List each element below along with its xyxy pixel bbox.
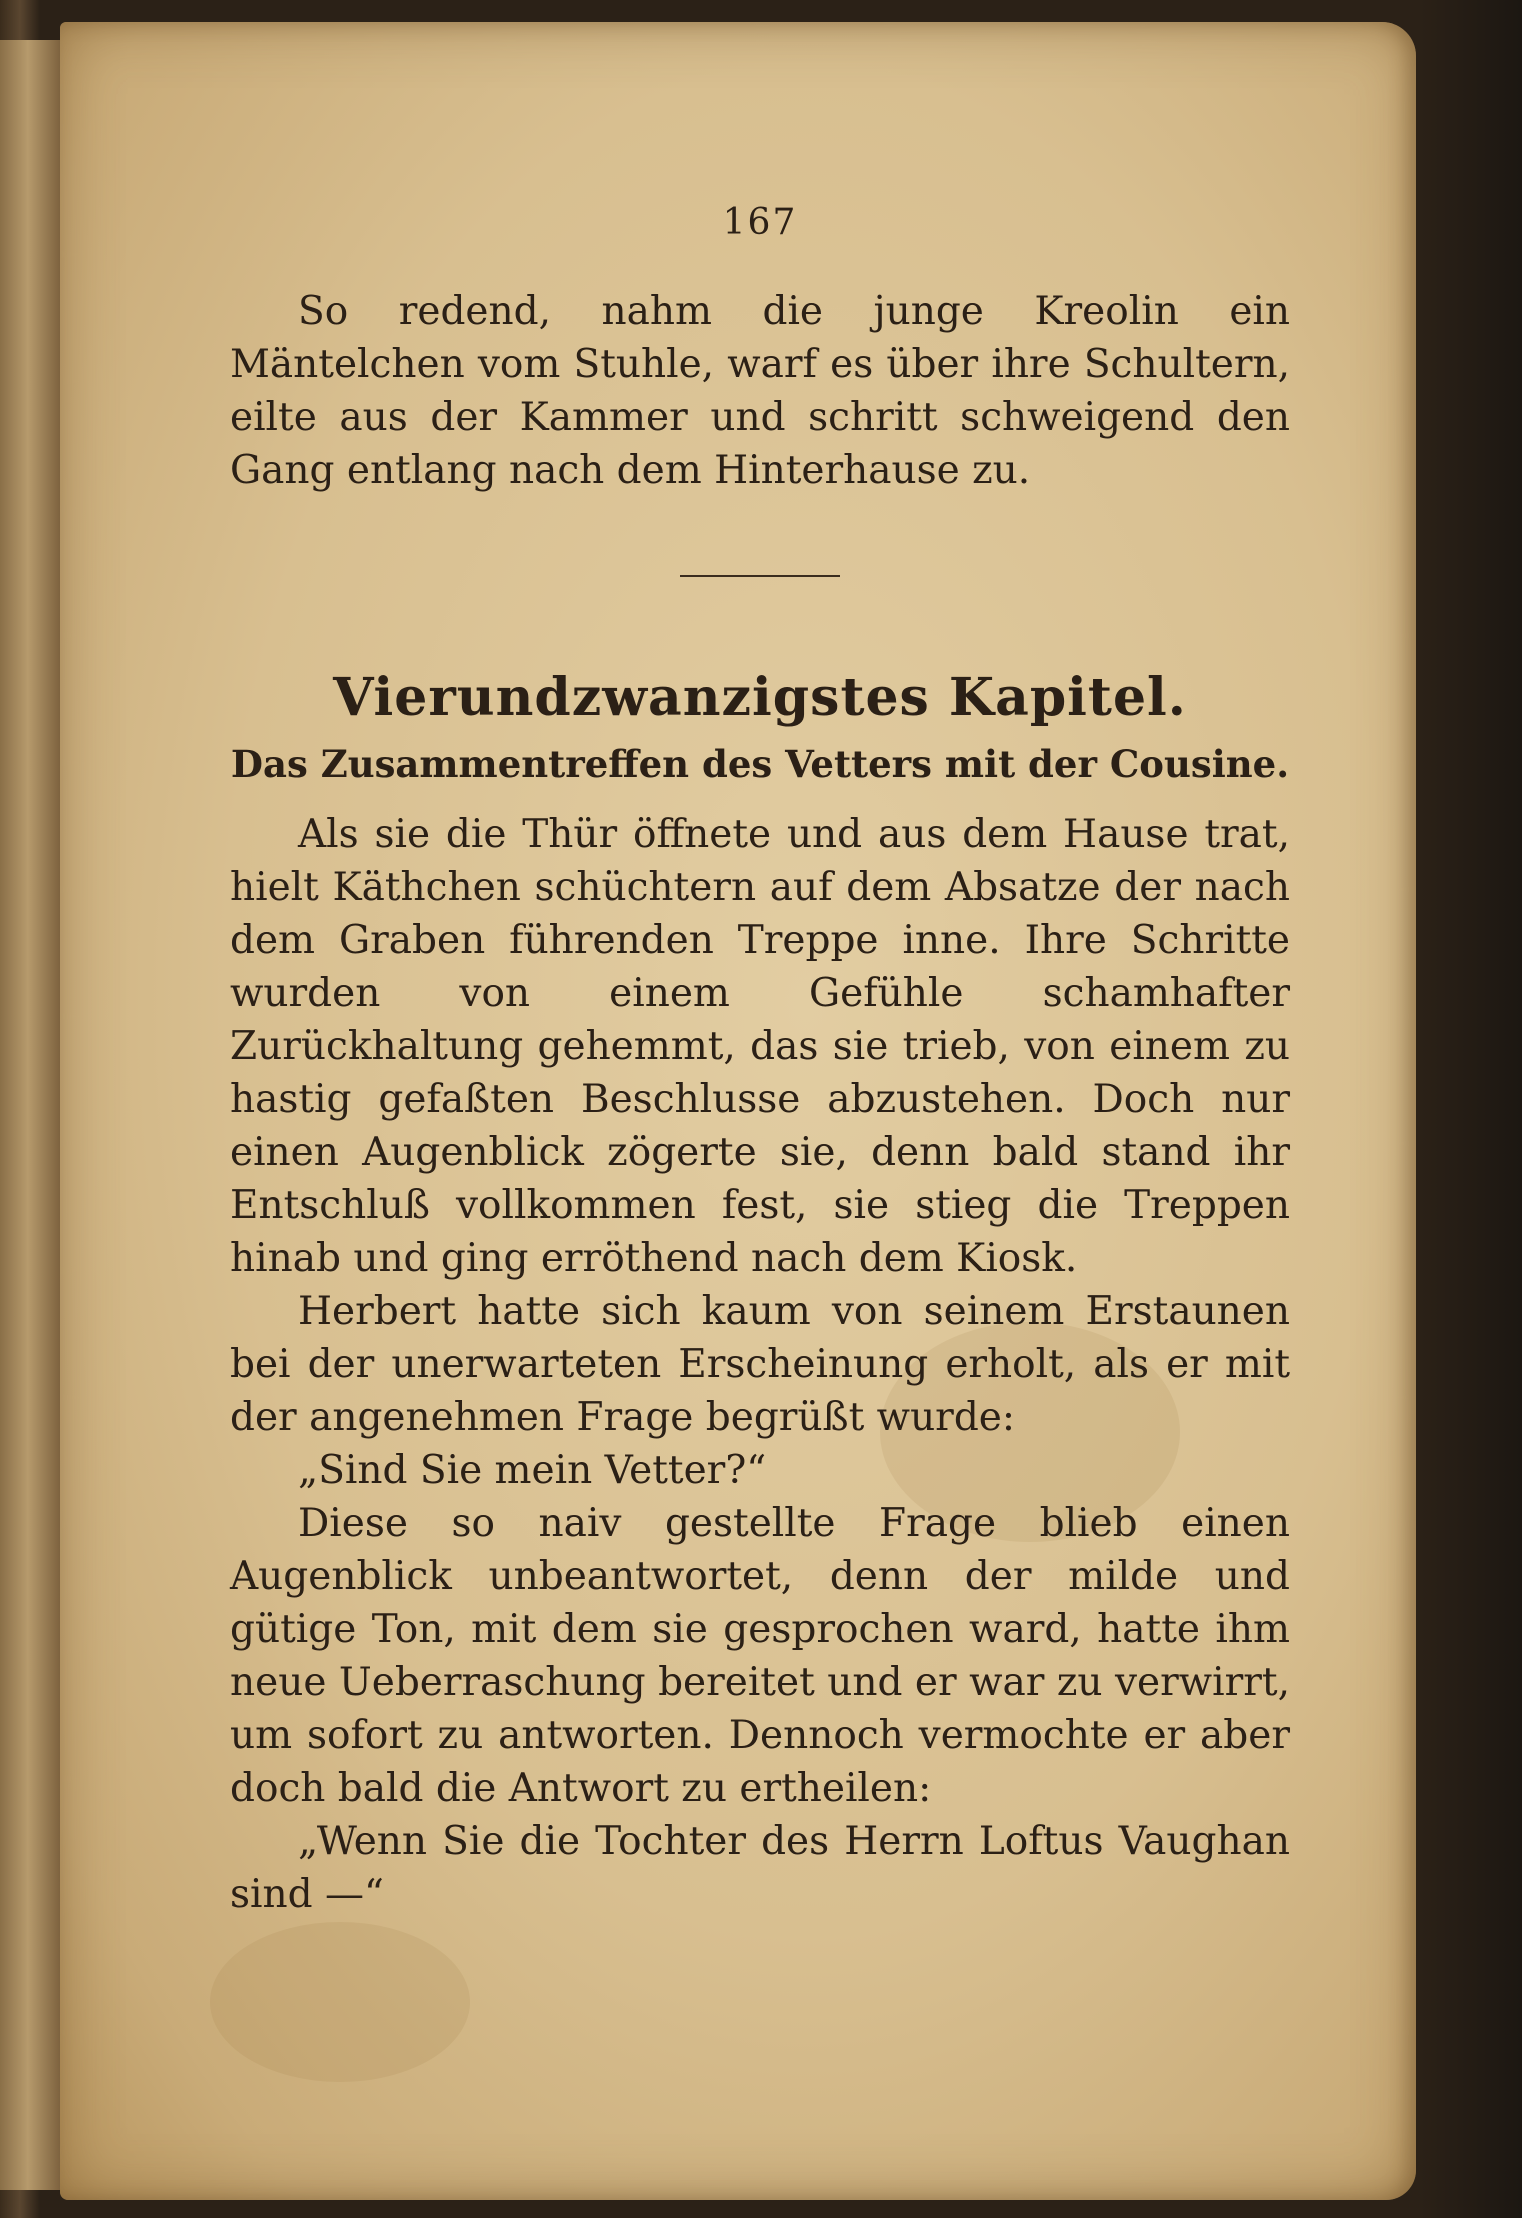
chapter-subtitle: Das Zusammentreffen des Vetters mit der Cousine.: [230, 742, 1290, 786]
page-number: 167: [722, 202, 798, 243]
page-text: [230, 202, 1290, 1921]
paragraph: „Sind Sie mein Vetter?“: [298, 1448, 767, 1493]
section-divider: [680, 575, 840, 577]
paragraph: Als sie die Thür öffnete und aus dem Hause trat, hielt Käthchen schüchtern auf dem Absatze der nach dem Graben führenden Treppe inne. Ihre Schritte wurden von einem Gefühle schamhafter Zurückhaltung gehemmt, das sie trieb, von einem zu hastig gefaßten Beschlusse abzustehen. Doch nur einen Augenblick zögerte sie, denn bald stand ihr Entschluß vollkommen fest, sie stieg die Treppen hinab und ging erröthend nach dem Kiosk.: [230, 812, 1290, 1281]
previous-page-edge: [0, 40, 65, 2190]
chapter-title: Vierundzwanzigstes Kapitel.: [333, 667, 1187, 728]
paragraph: „Wenn Sie die Tochter des Herrn Loftus Vaughan sind —“: [230, 1819, 1290, 1917]
book-page: [60, 22, 1416, 2200]
paragraph: Diese so naiv gestellte Frage blieb einen Augenblick unbeantwortet, denn der milde und gütige Ton, mit dem sie gesprochen ward, hatte ihm neue Ueberraschung bereitet und er war zu verwirrt, um sofort zu antworten. Dennoch vermochte er aber doch bald die Antwort zu ertheilen:: [230, 1501, 1290, 1811]
paper-stain: [210, 1922, 470, 2082]
opening-paragraph: So redend, nahm die junge Kreolin ein Mäntelchen vom Stuhle, warf es über ihre Schultern, eilte aus der Kammer und schritt schweigend den Gang entlang nach dem Hinterhause zu.: [230, 289, 1290, 493]
paragraph: Herbert hatte sich kaum von seinem Erstaunen bei der unerwarteten Erscheinung erholt, als er mit der angenehmen Frage begrüßt wurde:: [230, 1289, 1290, 1440]
